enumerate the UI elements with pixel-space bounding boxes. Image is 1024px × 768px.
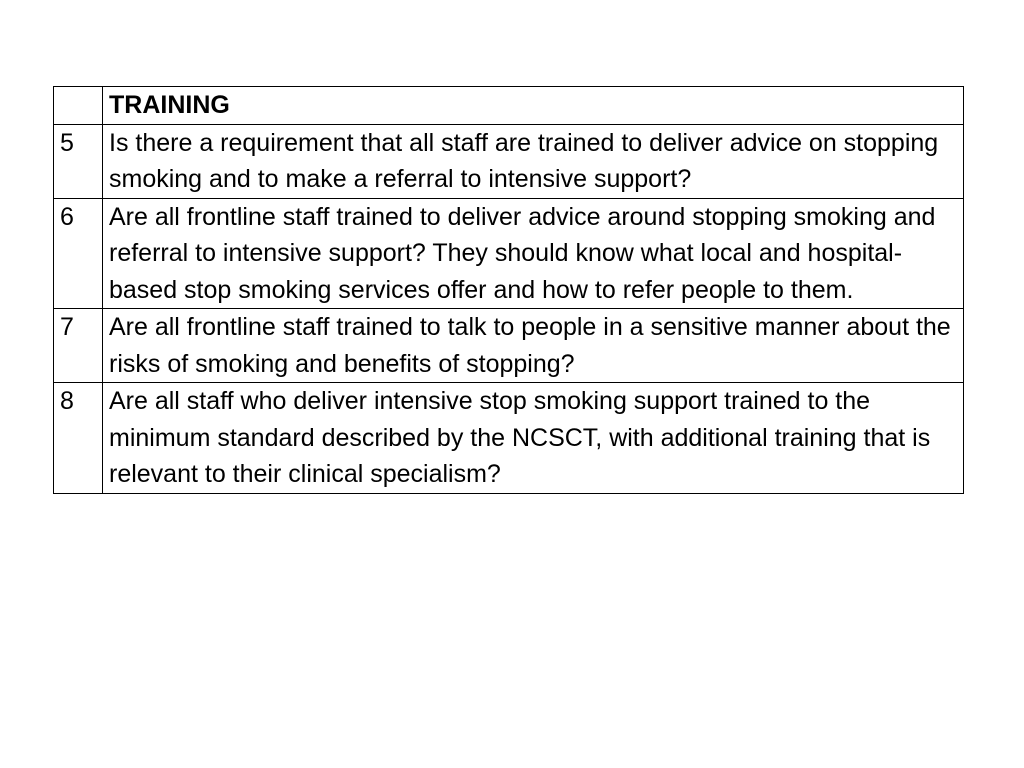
row-question: Is there a requirement that all staff are trained to deliver advice on stopping smoking and to make a referral to intensive support? [103,124,964,198]
training-table [53,86,964,494]
row-number: 6 [54,198,103,309]
row-number: 5 [54,124,103,198]
row-number: 8 [54,383,103,494]
section-heading: TRAINING [103,87,964,125]
table-row [54,383,964,494]
table-row [54,124,964,198]
table-row [54,309,964,383]
header-number-cell [54,87,103,125]
table-row [54,198,964,309]
row-question: Are all frontline staff trained to talk to people in a sensitive manner about the risks of smoking and benefits of stopping? [103,309,964,383]
row-number: 7 [54,309,103,383]
row-question: Are all staff who deliver intensive stop smoking support trained to the minimum standard described by the NCSCT, with additional training that is relevant to their clinical specialism? [103,383,964,494]
row-question: Are all frontline staff trained to deliver advice around stopping smoking and referral to intensive support? They should know what local and hospital-based stop smoking services offer and how to refer people to them. [103,198,964,309]
table-header-row [54,87,964,125]
